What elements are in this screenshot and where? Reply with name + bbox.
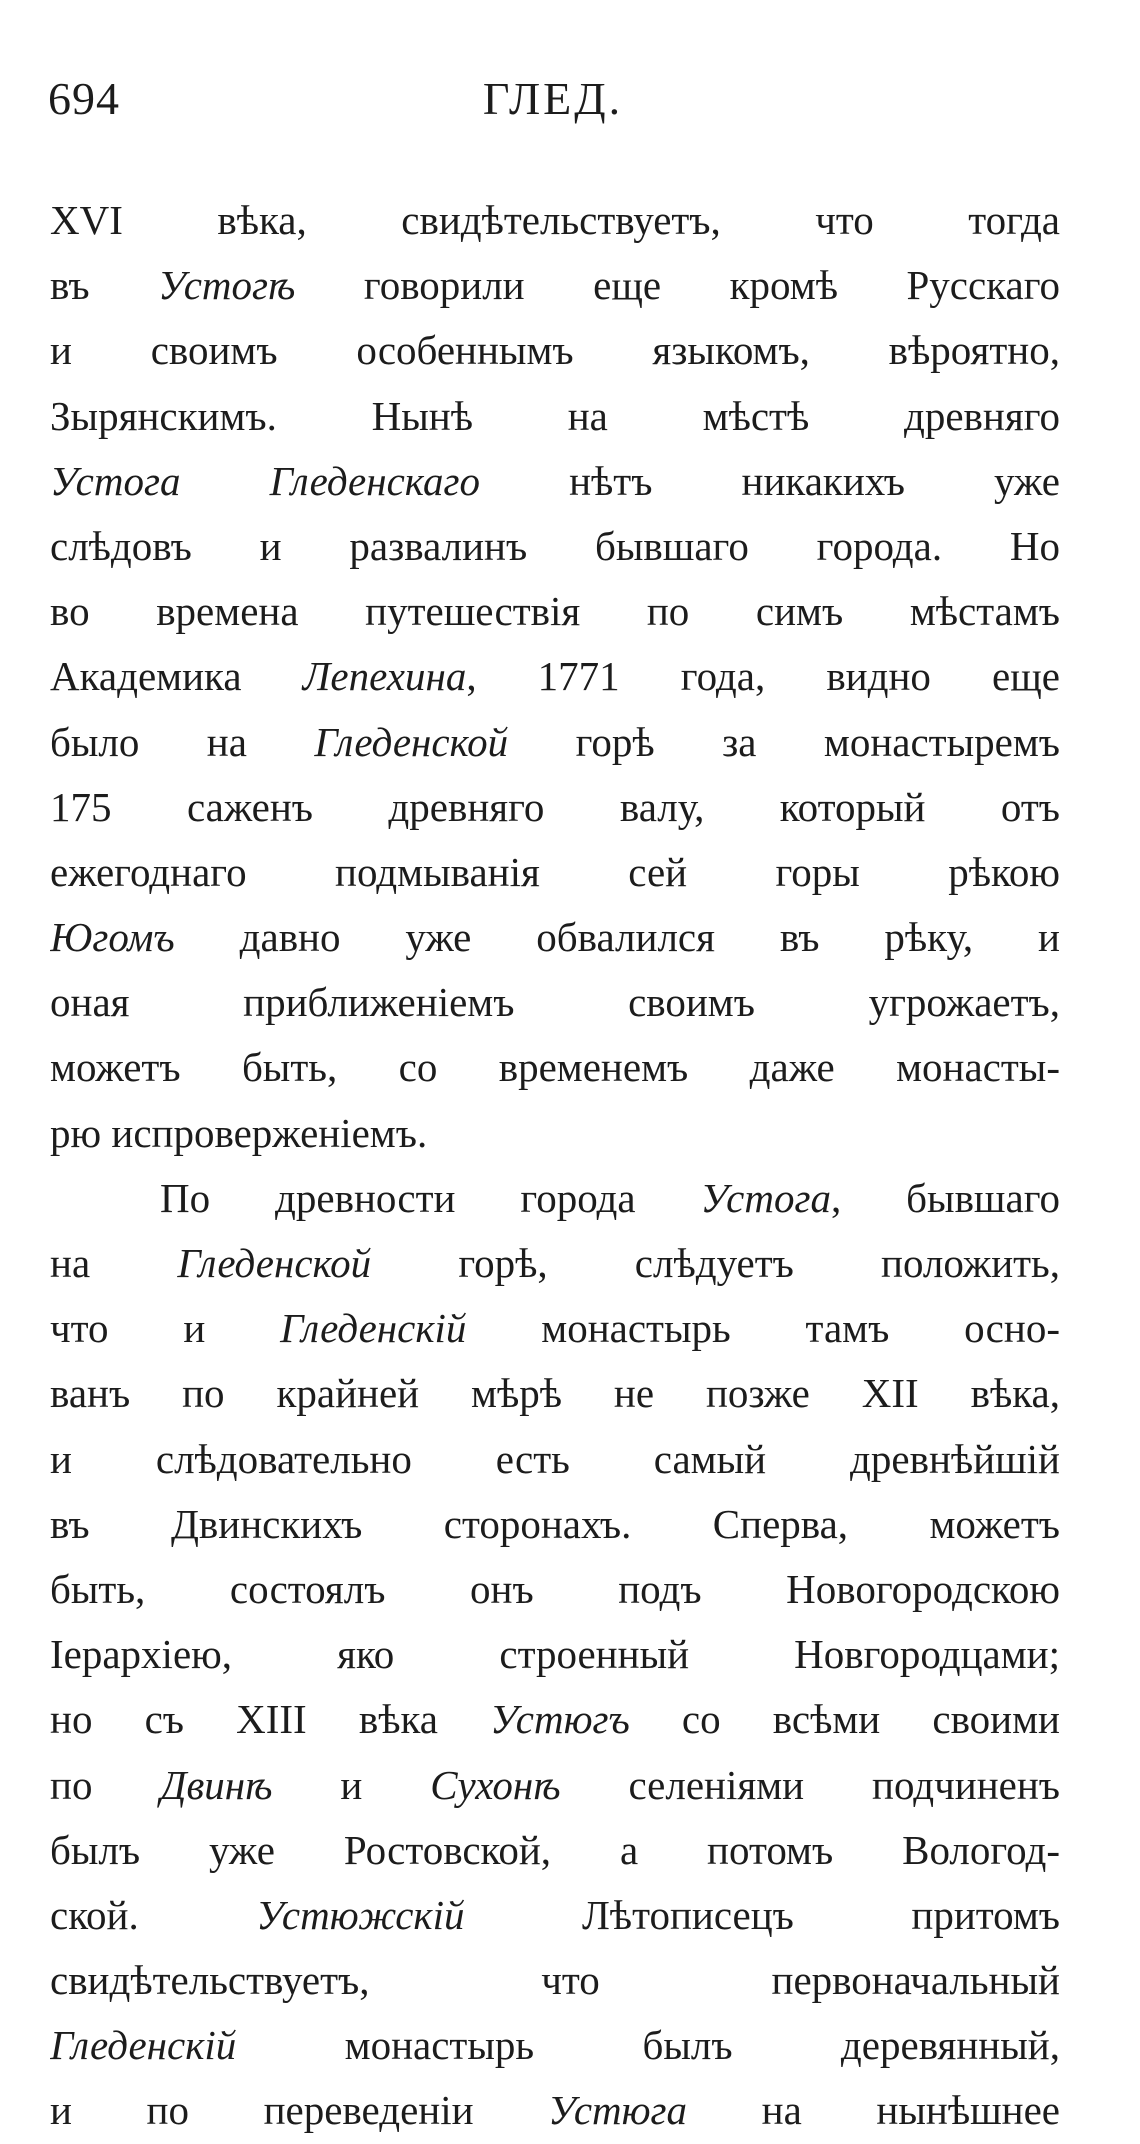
text-line xyxy=(50,905,1060,970)
text-run: горѣ за монастыремъ xyxy=(508,718,1060,765)
page-number: 694 xyxy=(48,73,120,124)
text-run: монастырь тамъ осно- xyxy=(466,1305,1060,1352)
text-line xyxy=(50,1166,1060,1231)
text-run: горѣ, слѣдуетъ положить, xyxy=(371,1240,1060,1286)
text-line xyxy=(50,384,1060,449)
text-run: рю испроверженіемъ. xyxy=(50,1109,428,1156)
running-head: ГЛЕД. xyxy=(482,73,624,124)
text-run: По древности города xyxy=(160,1174,701,1221)
text-run: на xyxy=(50,1240,178,1286)
text-run: на нынѣшнее xyxy=(687,2087,1060,2134)
text-run: нѣтъ никакихъ уже xyxy=(479,457,1060,504)
text-line xyxy=(50,1361,1060,1426)
italic-name: Гледенской xyxy=(177,1240,372,1286)
text-run: и по переведеніи xyxy=(50,2087,549,2134)
text-line xyxy=(50,1753,1060,1818)
text-line xyxy=(50,644,1060,709)
italic-name: Двинѣ xyxy=(160,1761,273,1808)
italic-name: Устюжскій xyxy=(256,1891,465,1938)
text-run: свидѣтельствуетъ, что первоначальный xyxy=(50,1957,1060,2004)
italic-name: Гледенскій xyxy=(280,1305,467,1352)
text-run: селеніями подчиненъ xyxy=(560,1761,1060,1808)
text-run: Зырянскимъ. Нынѣ на мѣстѣ древняго xyxy=(50,392,1060,439)
text-run: , 1771 года, видно еще xyxy=(466,653,1060,700)
text-line xyxy=(50,1948,1060,2013)
text-run: Іерархіею, яко строенный Новгородцами; xyxy=(50,1631,1060,1678)
text-line xyxy=(50,1557,1060,1622)
text-line xyxy=(50,1035,1060,1100)
italic-name: Югомъ xyxy=(50,914,175,961)
text-run: въ Двинскихъ сторонахъ. Сперва, можетъ xyxy=(50,1500,1060,1547)
text-line xyxy=(50,1622,1060,1687)
text-run: можетъ быть, со временемъ даже монасты- xyxy=(50,1044,1060,1091)
text-line xyxy=(50,318,1060,383)
text-run: Академика xyxy=(50,653,303,700)
text-run: говорили еще кромѣ Русскаго xyxy=(295,262,1060,309)
text-run: оная приближеніемъ своимъ угрожаетъ, xyxy=(50,979,1060,1026)
text-run: быть, состоялъ онъ подъ Новогородскою xyxy=(50,1565,1060,1612)
text-line xyxy=(50,253,1060,318)
text-run: ванъ по крайней мѣрѣ не позже XII вѣка, xyxy=(50,1370,1060,1417)
text-run: слѣдовъ и развалинъ бывшаго города. Но xyxy=(50,522,1060,569)
text-line xyxy=(50,514,1060,579)
italic-name: Лепехина xyxy=(302,653,467,700)
text-line xyxy=(50,1883,1060,1948)
italic-name: Устогѣ xyxy=(158,262,296,309)
italic-name: Устога xyxy=(700,1174,831,1221)
text-run: былъ уже Ростовской, а потомъ Вологод- xyxy=(50,1826,1060,1873)
text-run: 175 саженъ древняго валу, который отъ xyxy=(50,783,1060,830)
text-line xyxy=(50,1492,1060,1557)
text-run: но съ XIII вѣка xyxy=(50,1696,491,1743)
text-line xyxy=(50,710,1060,775)
text-run: по xyxy=(50,1761,161,1808)
text-line xyxy=(50,1296,1060,1361)
page-header xyxy=(48,72,1058,142)
text-run: со всѣми своими xyxy=(629,1696,1060,1743)
text-line xyxy=(50,1101,1060,1166)
text-line xyxy=(50,2078,1060,2143)
text-run: и xyxy=(272,1761,431,1808)
text-run: давно уже обвалился въ рѣку, и xyxy=(174,914,1060,961)
text-run: ежегоднаго подмыванія сей горы рѣкою xyxy=(50,848,1060,895)
text-line xyxy=(50,970,1060,1035)
italic-name: Сухонѣ xyxy=(430,1761,561,1808)
text-line xyxy=(50,1818,1060,1883)
text-run: монастырь былъ деревянный, xyxy=(236,2022,1060,2069)
text-run: и слѣдовательно есть самый древнѣйшій xyxy=(50,1435,1060,1482)
italic-name: Устюга xyxy=(548,2087,688,2134)
text-run: во времена путешествія по симъ мѣстамъ xyxy=(50,588,1060,635)
text-line xyxy=(50,840,1060,905)
text-run: было на xyxy=(50,718,315,765)
text-run: , бывшаго xyxy=(830,1174,1060,1221)
text-line xyxy=(50,1231,1060,1296)
text-run: въ xyxy=(50,262,159,309)
text-run: XVI вѣка, свидѣтельствуетъ, что тогда xyxy=(50,197,1060,243)
text-line xyxy=(50,1427,1060,1492)
italic-name: Устюгъ xyxy=(490,1696,630,1743)
italic-name: Гледенскій xyxy=(50,2022,237,2069)
text-run: и своимъ особеннымъ языкомъ, вѣроятно, xyxy=(50,327,1060,374)
text-run: Лѣтописецъ притомъ xyxy=(464,1891,1060,1938)
body-text xyxy=(50,188,1060,2144)
text-run: ской. xyxy=(50,1891,257,1938)
text-line xyxy=(50,449,1060,514)
text-line xyxy=(50,775,1060,840)
text-line xyxy=(50,2013,1060,2078)
text-run: что и xyxy=(50,1305,281,1352)
text-line xyxy=(50,1687,1060,1752)
text-line xyxy=(50,188,1060,253)
text-line xyxy=(50,579,1060,644)
italic-name: Гледенской xyxy=(314,718,509,765)
italic-name: Устога Гледенскаго xyxy=(50,457,480,504)
